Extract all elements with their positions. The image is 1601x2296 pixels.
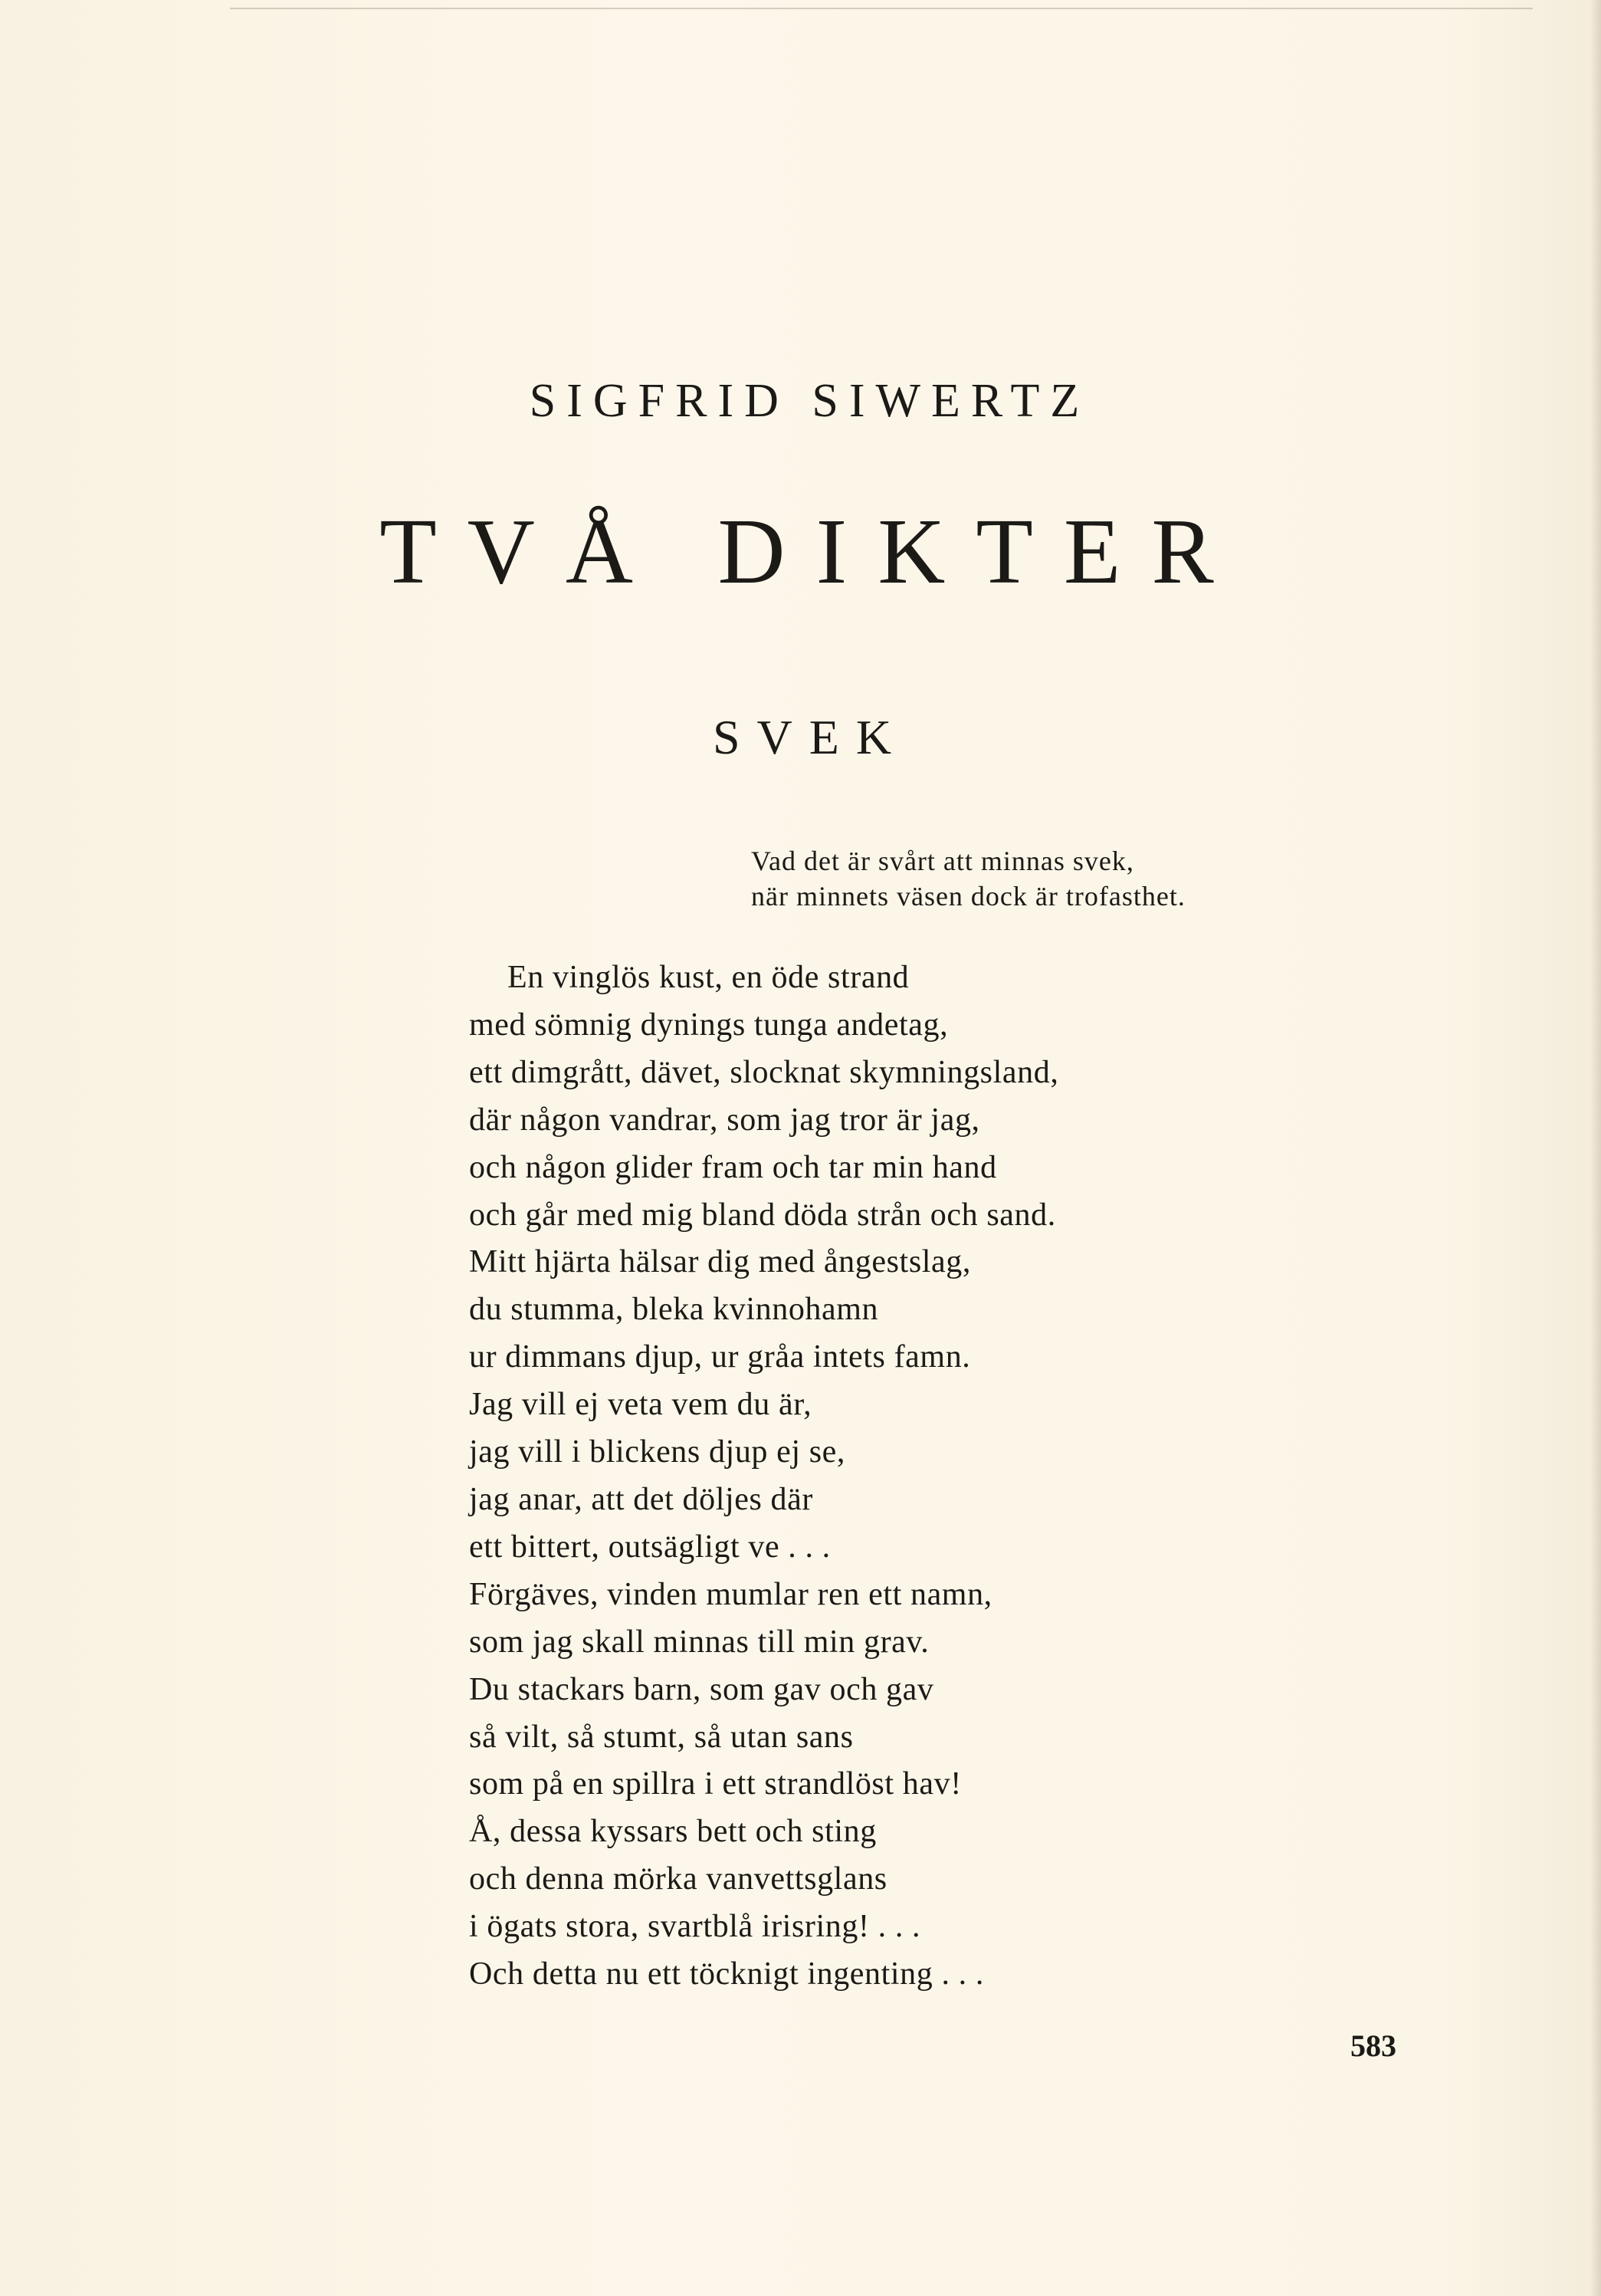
verse-line: med sömnig dynings tunga andetag, <box>469 1007 949 1043</box>
verse-line: jag anar, att det döljes där <box>469 1481 813 1517</box>
verse-line: ur dimmans djup, ur gråa intets famn. <box>469 1339 971 1375</box>
verse-line: Du stackars barn, som gav och gav <box>469 1671 934 1707</box>
author-name: SIGFRID SIWERTZ <box>529 375 1091 427</box>
page-title: TVÅ DIKTER <box>379 500 1245 603</box>
epigraph-line: Vad det är svårt att minnas svek, <box>751 846 1134 876</box>
verse-line: där någon vandrar, som jag tror är jag, <box>469 1102 980 1138</box>
verse-line: i ögats stora, svartblå irisring! . . . <box>469 1909 921 1945</box>
top-divider <box>230 8 1533 9</box>
verse-line: En vinglös kust, en öde strand <box>507 960 910 995</box>
verse-line: Å, dessa kyssars bett och sting <box>469 1814 877 1850</box>
verse-line: du stumma, bleka kvinnohamn <box>469 1292 879 1328</box>
poem-title: SVEK <box>712 710 909 764</box>
verse-line: ett dimgrått, dävet, slocknat skymningsland, <box>469 1054 1059 1090</box>
verse-line: Och detta nu ett töcknigt ingenting . . . <box>469 1956 984 1992</box>
verse-line: som på en spillra i ett strandlöst hav! <box>469 1766 962 1802</box>
page-number: 583 <box>1350 2028 1396 2063</box>
verse-line: som jag skall minnas till min grav. <box>469 1624 930 1660</box>
verse-line: Mitt hjärta hälsar dig med ångestslag, <box>469 1244 971 1280</box>
page-edge-shadow <box>1590 0 1601 2296</box>
poem-body <box>469 954 1058 1999</box>
verse-line: ett bittert, outsägligt ve . . . <box>469 1529 831 1565</box>
verse-line: så vilt, så stumt, så utan sans <box>469 1719 854 1755</box>
verse-line: jag vill i blickens djup ej se, <box>469 1434 846 1470</box>
epigraph <box>751 843 1186 914</box>
epigraph-line: när minnets väsen dock är trofasthet. <box>751 881 1186 912</box>
verse-line: och någon glider fram och tar min hand <box>469 1149 997 1185</box>
verse-line: och denna mörka vanvettsglans <box>469 1861 887 1897</box>
verse-line: Jag vill ej veta vem du är, <box>469 1387 812 1423</box>
verse-line: Förgäves, vinden mumlar ren ett namn, <box>469 1576 992 1612</box>
verse-line: och går med mig bland döda strån och sand. <box>469 1197 1056 1233</box>
